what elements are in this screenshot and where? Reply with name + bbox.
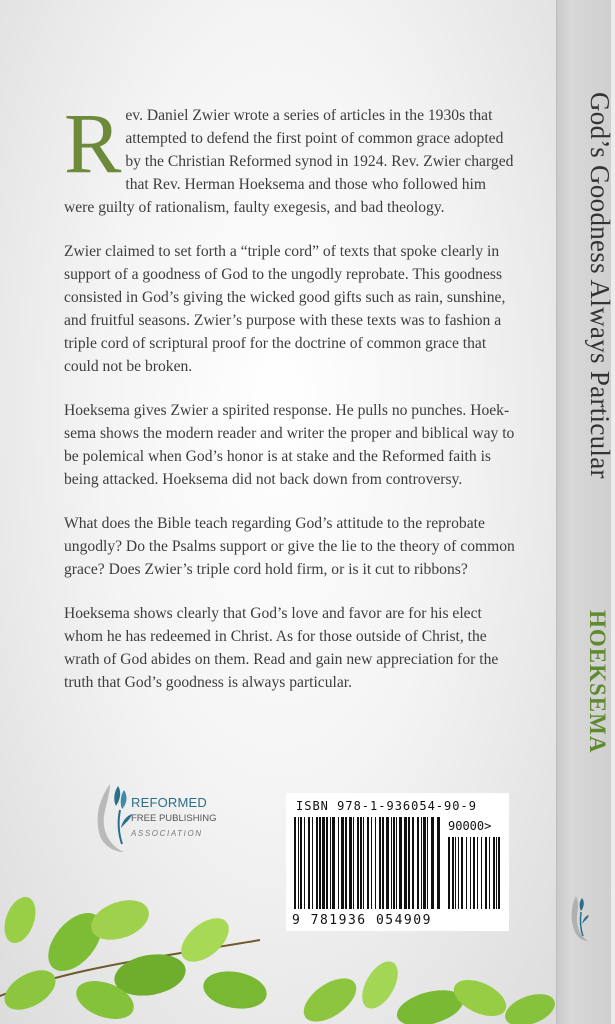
publisher-name-line1: REFORMED <box>131 795 207 810</box>
spine-title: God’s Goodness Always Particular <box>585 92 615 479</box>
leaves-decoration <box>0 880 556 1024</box>
paragraph-4: What does the Bible teach regarding God’s attitude to the reprobate ungodly? Do the Psalms support or give the lie to the theory of common grace? Does Zwier’s triple cord hold firm, or is it cut to ribbons? <box>64 515 515 578</box>
price-code: 90000> <box>448 819 492 833</box>
paragraph-1-text: ev. Daniel Zwier wrote a series of articles in the 1930s that attempted to defend the first point of common grace adopted by the Christian Reformed synod in 1924. Rev. Zwier charged that Rev. Herman Hoeksema and those who followed him were guilty of rationalism, faulty exegesis, and bad theology. <box>64 107 514 216</box>
spine-logo-icon <box>568 892 594 944</box>
blurb <box>64 95 516 715</box>
paragraph-2: Zwier claimed to set forth a “triple cord” of texts that spoke clearly in support of a goodness of God to the ungodly reprobate. This goodness consisted in God’s giving the wicked good gifts such as rain, sunshine, and fruitful seasons. Zwier’s purpose with these texts was to fashion a triple cord of scriptural proof for the doctrine of common grace that could not be broken. <box>64 243 506 375</box>
paragraph-5: Hoeksema shows clearly that God’s love and favor are for his elect whom he has redeemed in Christ. As for those outside of Christ, the wrath of God abides on them. Read and gain new appreciation for the truth that God’s goodness is always particular. <box>64 605 499 691</box>
paragraph-1 <box>64 95 516 219</box>
isbn-number: ISBN 978-1-936054-90-9 <box>296 799 477 813</box>
drop-cap: R <box>64 95 122 191</box>
publisher-name-line2: FREE PUBLISHING <box>131 813 217 824</box>
spine-author: HOEKSEMA <box>585 610 610 754</box>
publisher-name-line3: ASSOCIATION <box>131 829 203 838</box>
barcode-digits: 9 781936 054909 <box>292 913 432 928</box>
paragraph-3: Hoeksema gives Zwier a spirited response. He pulls no punches. Hoek-sema shows the modern reader and writer the proper and biblical way to be polemical when God’s honor is at stake and the Reformed faith is being attacked. Hoeksema did not back down from controversy. <box>64 402 515 488</box>
